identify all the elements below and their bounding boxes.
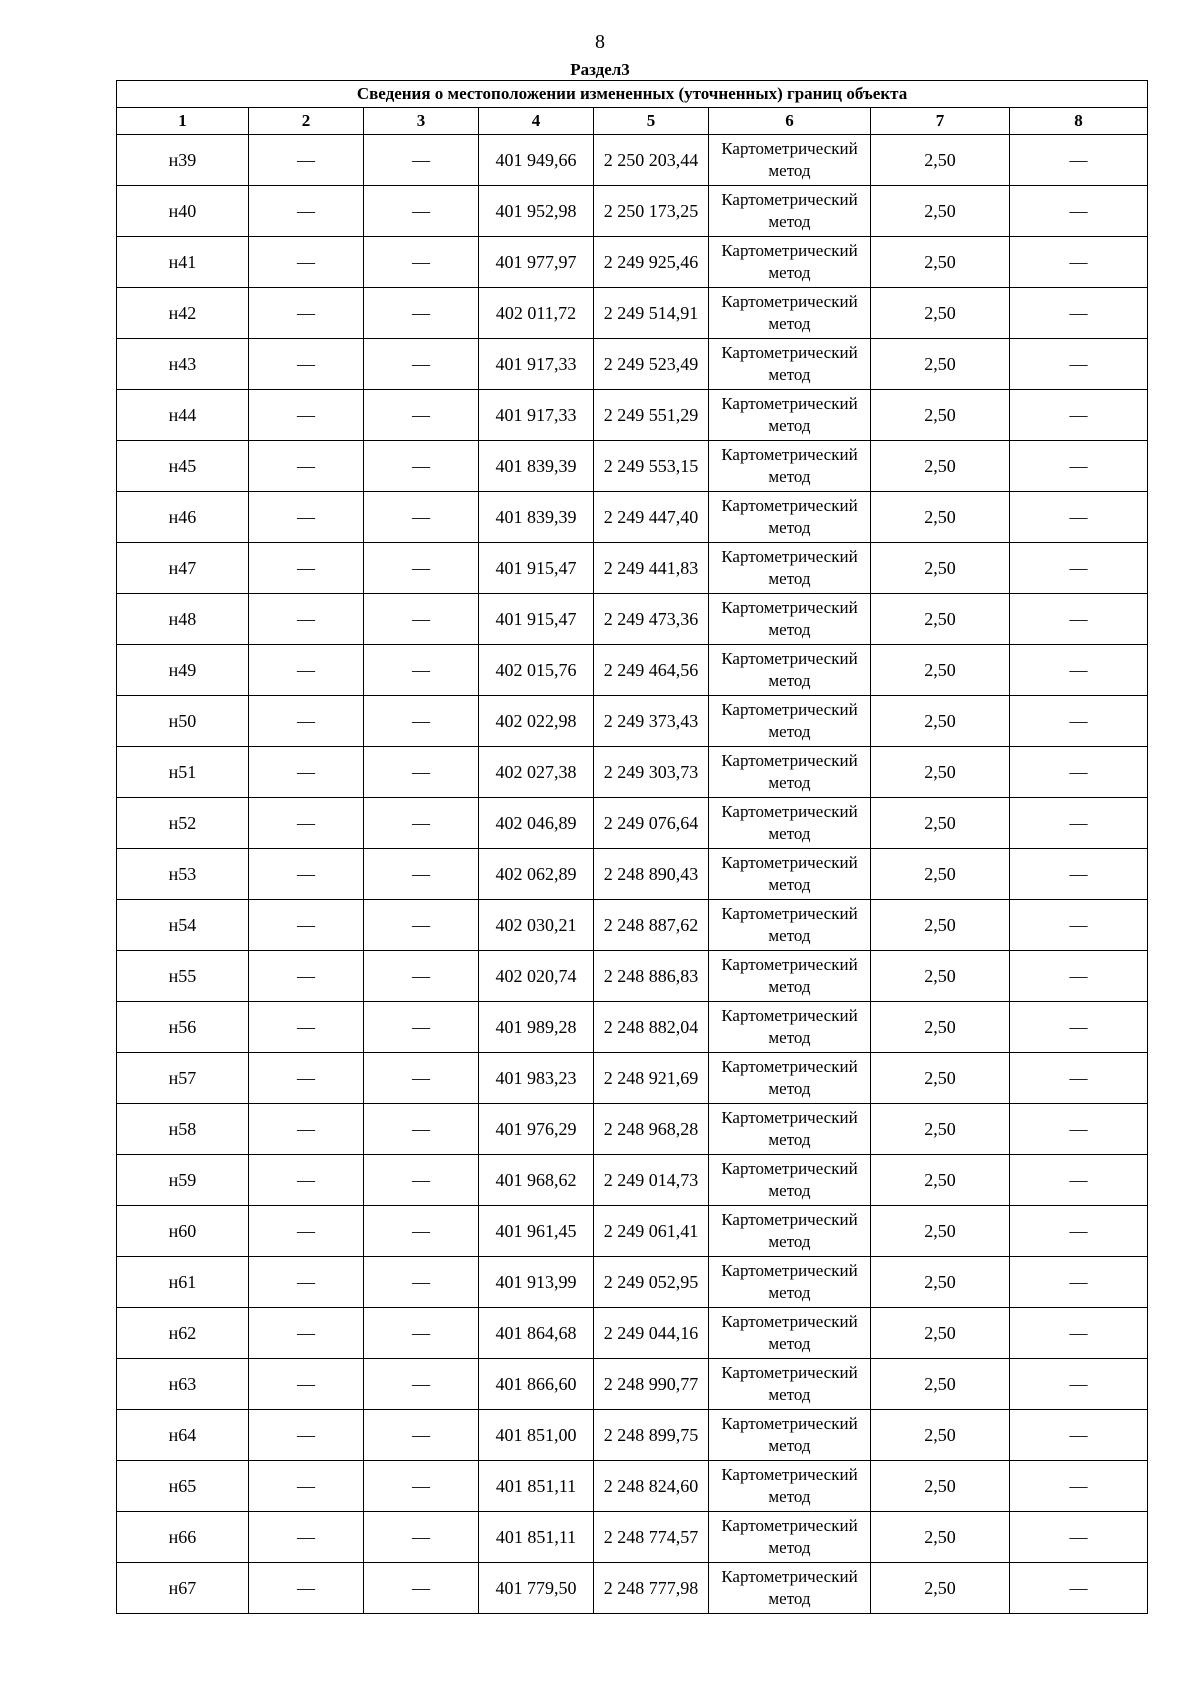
accuracy-cell: 2,50 xyxy=(871,339,1010,390)
accuracy-cell: 2,50 xyxy=(871,288,1010,339)
method-cell: Картометрический метод xyxy=(709,1410,871,1461)
column-header-6: 6 xyxy=(709,108,871,135)
point-name-cell: н63 xyxy=(117,1359,249,1410)
y-coordinate-cell: 2 249 441,83 xyxy=(594,543,709,594)
y-coordinate-cell: 2 249 052,95 xyxy=(594,1257,709,1308)
x-coordinate-cell: 402 027,38 xyxy=(479,747,594,798)
col3-cell: — xyxy=(364,390,479,441)
col2-cell: — xyxy=(249,1359,364,1410)
method-cell: Картометрический метод xyxy=(709,1104,871,1155)
col2-cell: — xyxy=(249,237,364,288)
col8-cell: — xyxy=(1010,1206,1148,1257)
col8-cell: — xyxy=(1010,849,1148,900)
method-cell: Картометрический метод xyxy=(709,339,871,390)
col8-cell: — xyxy=(1010,645,1148,696)
col2-cell: — xyxy=(249,798,364,849)
column-header-5: 5 xyxy=(594,108,709,135)
accuracy-cell: 2,50 xyxy=(871,135,1010,186)
x-coordinate-cell: 401 968,62 xyxy=(479,1155,594,1206)
col8-cell: — xyxy=(1010,1512,1148,1563)
y-coordinate-cell: 2 249 523,49 xyxy=(594,339,709,390)
y-coordinate-cell: 2 249 551,29 xyxy=(594,390,709,441)
col8-cell: — xyxy=(1010,543,1148,594)
method-cell: Картометрический метод xyxy=(709,237,871,288)
x-coordinate-cell: 401 839,39 xyxy=(479,441,594,492)
col8-cell: — xyxy=(1010,747,1148,798)
col3-cell: — xyxy=(364,951,479,1002)
method-cell: Картометрический метод xyxy=(709,390,871,441)
table-row xyxy=(117,1308,1148,1359)
point-name-cell: н49 xyxy=(117,645,249,696)
table-row xyxy=(117,747,1148,798)
col2-cell: — xyxy=(249,492,364,543)
y-coordinate-cell: 2 248 887,62 xyxy=(594,900,709,951)
y-coordinate-cell: 2 248 921,69 xyxy=(594,1053,709,1104)
col3-cell: — xyxy=(364,849,479,900)
accuracy-cell: 2,50 xyxy=(871,849,1010,900)
accuracy-cell: 2,50 xyxy=(871,1104,1010,1155)
x-coordinate-cell: 401 989,28 xyxy=(479,1002,594,1053)
table-row xyxy=(117,1461,1148,1512)
page-number: 8 xyxy=(595,31,605,53)
col3-cell: — xyxy=(364,1155,479,1206)
y-coordinate-cell: 2 249 076,64 xyxy=(594,798,709,849)
col2-cell: — xyxy=(249,951,364,1002)
col3-cell: — xyxy=(364,1002,479,1053)
col8-cell: — xyxy=(1010,1359,1148,1410)
method-cell: Картометрический метод xyxy=(709,696,871,747)
col2-cell: — xyxy=(249,594,364,645)
table-row xyxy=(117,594,1148,645)
col3-cell: — xyxy=(364,492,479,543)
col3-cell: — xyxy=(364,1359,479,1410)
x-coordinate-cell: 401 976,29 xyxy=(479,1104,594,1155)
x-coordinate-cell: 401 949,66 xyxy=(479,135,594,186)
section-title: Раздел3 xyxy=(570,60,630,79)
col8-cell: — xyxy=(1010,1002,1148,1053)
x-coordinate-cell: 401 851,00 xyxy=(479,1410,594,1461)
x-coordinate-cell: 401 913,99 xyxy=(479,1257,594,1308)
point-name-cell: н48 xyxy=(117,594,249,645)
col8-cell: — xyxy=(1010,594,1148,645)
y-coordinate-cell: 2 249 447,40 xyxy=(594,492,709,543)
table-body xyxy=(117,135,1148,1614)
method-cell: Картометрический метод xyxy=(709,1053,871,1104)
y-coordinate-cell: 2 249 044,16 xyxy=(594,1308,709,1359)
point-name-cell: н51 xyxy=(117,747,249,798)
col8-cell: — xyxy=(1010,798,1148,849)
col8-cell: — xyxy=(1010,492,1148,543)
col3-cell: — xyxy=(364,1104,479,1155)
point-name-cell: н56 xyxy=(117,1002,249,1053)
y-coordinate-cell: 2 248 774,57 xyxy=(594,1512,709,1563)
col3-cell: — xyxy=(364,1512,479,1563)
col8-cell: — xyxy=(1010,1410,1148,1461)
col2-cell: — xyxy=(249,849,364,900)
col2-cell: — xyxy=(249,1563,364,1614)
col3-cell: — xyxy=(364,543,479,594)
method-cell: Картометрический метод xyxy=(709,849,871,900)
accuracy-cell: 2,50 xyxy=(871,1461,1010,1512)
point-name-cell: н40 xyxy=(117,186,249,237)
accuracy-cell: 2,50 xyxy=(871,1206,1010,1257)
x-coordinate-cell: 402 022,98 xyxy=(479,696,594,747)
col2-cell: — xyxy=(249,543,364,594)
accuracy-cell: 2,50 xyxy=(871,492,1010,543)
point-name-cell: н46 xyxy=(117,492,249,543)
table-row xyxy=(117,1563,1148,1614)
x-coordinate-cell: 401 983,23 xyxy=(479,1053,594,1104)
accuracy-cell: 2,50 xyxy=(871,1257,1010,1308)
col8-cell: — xyxy=(1010,1308,1148,1359)
col2-cell: — xyxy=(249,900,364,951)
table-row xyxy=(117,390,1148,441)
method-cell: Картометрический метод xyxy=(709,1002,871,1053)
col3-cell: — xyxy=(364,747,479,798)
table-row xyxy=(117,1410,1148,1461)
table-row xyxy=(117,288,1148,339)
col8-cell: — xyxy=(1010,696,1148,747)
table-row xyxy=(117,900,1148,951)
x-coordinate-cell: 401 864,68 xyxy=(479,1308,594,1359)
y-coordinate-cell: 2 248 882,04 xyxy=(594,1002,709,1053)
col3-cell: — xyxy=(364,1563,479,1614)
col8-cell: — xyxy=(1010,288,1148,339)
col8-cell: — xyxy=(1010,1104,1148,1155)
boundary-coordinates-table xyxy=(116,80,1148,1614)
col3-cell: — xyxy=(364,1410,479,1461)
method-cell: Картометрический метод xyxy=(709,1563,871,1614)
table-row xyxy=(117,1053,1148,1104)
col8-cell: — xyxy=(1010,339,1148,390)
col8-cell: — xyxy=(1010,900,1148,951)
col2-cell: — xyxy=(249,135,364,186)
col2-cell: — xyxy=(249,1002,364,1053)
col2-cell: — xyxy=(249,645,364,696)
col3-cell: — xyxy=(364,594,479,645)
col8-cell: — xyxy=(1010,237,1148,288)
table-row xyxy=(117,543,1148,594)
y-coordinate-cell: 2 249 061,41 xyxy=(594,1206,709,1257)
table-row xyxy=(117,441,1148,492)
method-cell: Картометрический метод xyxy=(709,951,871,1002)
x-coordinate-cell: 402 015,76 xyxy=(479,645,594,696)
col3-cell: — xyxy=(364,798,479,849)
table-row xyxy=(117,951,1148,1002)
col3-cell: — xyxy=(364,135,479,186)
col2-cell: — xyxy=(249,1206,364,1257)
point-name-cell: н54 xyxy=(117,900,249,951)
col2-cell: — xyxy=(249,288,364,339)
col8-cell: — xyxy=(1010,186,1148,237)
table-row xyxy=(117,1155,1148,1206)
point-name-cell: н55 xyxy=(117,951,249,1002)
method-cell: Картометрический метод xyxy=(709,1206,871,1257)
col3-cell: — xyxy=(364,900,479,951)
col3-cell: — xyxy=(364,645,479,696)
method-cell: Картометрический метод xyxy=(709,135,871,186)
col3-cell: — xyxy=(364,339,479,390)
x-coordinate-cell: 401 977,97 xyxy=(479,237,594,288)
column-header-8: 8 xyxy=(1010,108,1148,135)
accuracy-cell: 2,50 xyxy=(871,1359,1010,1410)
method-cell: Картометрический метод xyxy=(709,1359,871,1410)
x-coordinate-cell: 402 046,89 xyxy=(479,798,594,849)
accuracy-cell: 2,50 xyxy=(871,1155,1010,1206)
accuracy-cell: 2,50 xyxy=(871,1512,1010,1563)
col3-cell: — xyxy=(364,1308,479,1359)
x-coordinate-cell: 401 915,47 xyxy=(479,543,594,594)
x-coordinate-cell: 402 062,89 xyxy=(479,849,594,900)
table-row xyxy=(117,1206,1148,1257)
col3-cell: — xyxy=(364,186,479,237)
y-coordinate-cell: 2 249 473,36 xyxy=(594,594,709,645)
y-coordinate-cell: 2 248 777,98 xyxy=(594,1563,709,1614)
accuracy-cell: 2,50 xyxy=(871,1053,1010,1104)
col8-cell: — xyxy=(1010,1563,1148,1614)
column-header-2: 2 xyxy=(249,108,364,135)
y-coordinate-cell: 2 248 990,77 xyxy=(594,1359,709,1410)
table-row xyxy=(117,237,1148,288)
method-cell: Картометрический метод xyxy=(709,1257,871,1308)
col8-cell: — xyxy=(1010,1155,1148,1206)
point-name-cell: н52 xyxy=(117,798,249,849)
point-name-cell: н64 xyxy=(117,1410,249,1461)
point-name-cell: н65 xyxy=(117,1461,249,1512)
column-header-4: 4 xyxy=(479,108,594,135)
point-name-cell: н43 xyxy=(117,339,249,390)
point-name-cell: н67 xyxy=(117,1563,249,1614)
table-row xyxy=(117,1104,1148,1155)
accuracy-cell: 2,50 xyxy=(871,900,1010,951)
col8-cell: — xyxy=(1010,441,1148,492)
col3-cell: — xyxy=(364,1257,479,1308)
x-coordinate-cell: 402 020,74 xyxy=(479,951,594,1002)
col2-cell: — xyxy=(249,1053,364,1104)
col8-cell: — xyxy=(1010,1461,1148,1512)
method-cell: Картометрический метод xyxy=(709,1155,871,1206)
col2-cell: — xyxy=(249,186,364,237)
y-coordinate-cell: 2 249 014,73 xyxy=(594,1155,709,1206)
col8-cell: — xyxy=(1010,390,1148,441)
point-name-cell: н50 xyxy=(117,696,249,747)
y-coordinate-cell: 2 248 824,60 xyxy=(594,1461,709,1512)
col2-cell: — xyxy=(249,747,364,798)
x-coordinate-cell: 401 917,33 xyxy=(479,339,594,390)
point-name-cell: н39 xyxy=(117,135,249,186)
method-cell: Картометрический метод xyxy=(709,543,871,594)
accuracy-cell: 2,50 xyxy=(871,747,1010,798)
accuracy-cell: 2,50 xyxy=(871,390,1010,441)
method-cell: Картометрический метод xyxy=(709,798,871,849)
point-name-cell: н59 xyxy=(117,1155,249,1206)
method-cell: Картометрический метод xyxy=(709,747,871,798)
point-name-cell: н62 xyxy=(117,1308,249,1359)
accuracy-cell: 2,50 xyxy=(871,951,1010,1002)
method-cell: Картометрический метод xyxy=(709,594,871,645)
col3-cell: — xyxy=(364,288,479,339)
point-name-cell: н57 xyxy=(117,1053,249,1104)
method-cell: Картометрический метод xyxy=(709,645,871,696)
col8-cell: — xyxy=(1010,135,1148,186)
point-name-cell: н45 xyxy=(117,441,249,492)
accuracy-cell: 2,50 xyxy=(871,441,1010,492)
table-row xyxy=(117,1359,1148,1410)
col2-cell: — xyxy=(249,390,364,441)
y-coordinate-cell: 2 248 890,43 xyxy=(594,849,709,900)
col2-cell: — xyxy=(249,1308,364,1359)
col2-cell: — xyxy=(249,1512,364,1563)
table-row xyxy=(117,186,1148,237)
x-coordinate-cell: 401 961,45 xyxy=(479,1206,594,1257)
y-coordinate-cell: 2 249 925,46 xyxy=(594,237,709,288)
y-coordinate-cell: 2 250 203,44 xyxy=(594,135,709,186)
col3-cell: — xyxy=(364,441,479,492)
col2-cell: — xyxy=(249,1257,364,1308)
accuracy-cell: 2,50 xyxy=(871,237,1010,288)
accuracy-cell: 2,50 xyxy=(871,186,1010,237)
point-name-cell: н41 xyxy=(117,237,249,288)
col3-cell: — xyxy=(364,237,479,288)
column-header-row xyxy=(117,108,1148,135)
table-row xyxy=(117,135,1148,186)
x-coordinate-cell: 401 866,60 xyxy=(479,1359,594,1410)
point-name-cell: н44 xyxy=(117,390,249,441)
method-cell: Картометрический метод xyxy=(709,1461,871,1512)
table-row xyxy=(117,696,1148,747)
x-coordinate-cell: 402 030,21 xyxy=(479,900,594,951)
y-coordinate-cell: 2 249 303,73 xyxy=(594,747,709,798)
method-cell: Картометрический метод xyxy=(709,1308,871,1359)
y-coordinate-cell: 2 248 899,75 xyxy=(594,1410,709,1461)
y-coordinate-cell: 2 249 553,15 xyxy=(594,441,709,492)
x-coordinate-cell: 402 011,72 xyxy=(479,288,594,339)
col2-cell: — xyxy=(249,339,364,390)
method-cell: Картометрический метод xyxy=(709,288,871,339)
point-name-cell: н58 xyxy=(117,1104,249,1155)
y-coordinate-cell: 2 249 464,56 xyxy=(594,645,709,696)
x-coordinate-cell: 401 779,50 xyxy=(479,1563,594,1614)
y-coordinate-cell: 2 248 968,28 xyxy=(594,1104,709,1155)
point-name-cell: н60 xyxy=(117,1206,249,1257)
accuracy-cell: 2,50 xyxy=(871,798,1010,849)
point-name-cell: н47 xyxy=(117,543,249,594)
accuracy-cell: 2,50 xyxy=(871,1410,1010,1461)
x-coordinate-cell: 401 952,98 xyxy=(479,186,594,237)
x-coordinate-cell: 401 851,11 xyxy=(479,1461,594,1512)
col2-cell: — xyxy=(249,1461,364,1512)
col2-cell: — xyxy=(249,1104,364,1155)
table-title: Сведения о местоположении измененных (уточненных) границ объекта xyxy=(117,81,1148,108)
col2-cell: — xyxy=(249,441,364,492)
column-header-3: 3 xyxy=(364,108,479,135)
col2-cell: — xyxy=(249,1410,364,1461)
table-row xyxy=(117,492,1148,543)
method-cell: Картометрический метод xyxy=(709,900,871,951)
x-coordinate-cell: 401 851,11 xyxy=(479,1512,594,1563)
method-cell: Картометрический метод xyxy=(709,492,871,543)
col3-cell: — xyxy=(364,1461,479,1512)
table-row xyxy=(117,1002,1148,1053)
column-header-7: 7 xyxy=(871,108,1010,135)
y-coordinate-cell: 2 249 373,43 xyxy=(594,696,709,747)
table-row xyxy=(117,339,1148,390)
table-row xyxy=(117,849,1148,900)
col3-cell: — xyxy=(364,1206,479,1257)
accuracy-cell: 2,50 xyxy=(871,594,1010,645)
y-coordinate-cell: 2 248 886,83 xyxy=(594,951,709,1002)
point-name-cell: н53 xyxy=(117,849,249,900)
accuracy-cell: 2,50 xyxy=(871,543,1010,594)
accuracy-cell: 2,50 xyxy=(871,1563,1010,1614)
col3-cell: — xyxy=(364,696,479,747)
method-cell: Картометрический метод xyxy=(709,186,871,237)
point-name-cell: н66 xyxy=(117,1512,249,1563)
x-coordinate-cell: 401 917,33 xyxy=(479,390,594,441)
table-row xyxy=(117,1257,1148,1308)
y-coordinate-cell: 2 249 514,91 xyxy=(594,288,709,339)
accuracy-cell: 2,50 xyxy=(871,1002,1010,1053)
method-cell: Картометрический метод xyxy=(709,441,871,492)
y-coordinate-cell: 2 250 173,25 xyxy=(594,186,709,237)
table-row xyxy=(117,798,1148,849)
col8-cell: — xyxy=(1010,1053,1148,1104)
accuracy-cell: 2,50 xyxy=(871,1308,1010,1359)
x-coordinate-cell: 401 915,47 xyxy=(479,594,594,645)
col2-cell: — xyxy=(249,696,364,747)
accuracy-cell: 2,50 xyxy=(871,645,1010,696)
col3-cell: — xyxy=(364,1053,479,1104)
table-row xyxy=(117,645,1148,696)
column-header-1: 1 xyxy=(117,108,249,135)
point-name-cell: н42 xyxy=(117,288,249,339)
point-name-cell: н61 xyxy=(117,1257,249,1308)
col2-cell: — xyxy=(249,1155,364,1206)
x-coordinate-cell: 401 839,39 xyxy=(479,492,594,543)
method-cell: Картометрический метод xyxy=(709,1512,871,1563)
col8-cell: — xyxy=(1010,951,1148,1002)
col8-cell: — xyxy=(1010,1257,1148,1308)
accuracy-cell: 2,50 xyxy=(871,696,1010,747)
table-row xyxy=(117,1512,1148,1563)
